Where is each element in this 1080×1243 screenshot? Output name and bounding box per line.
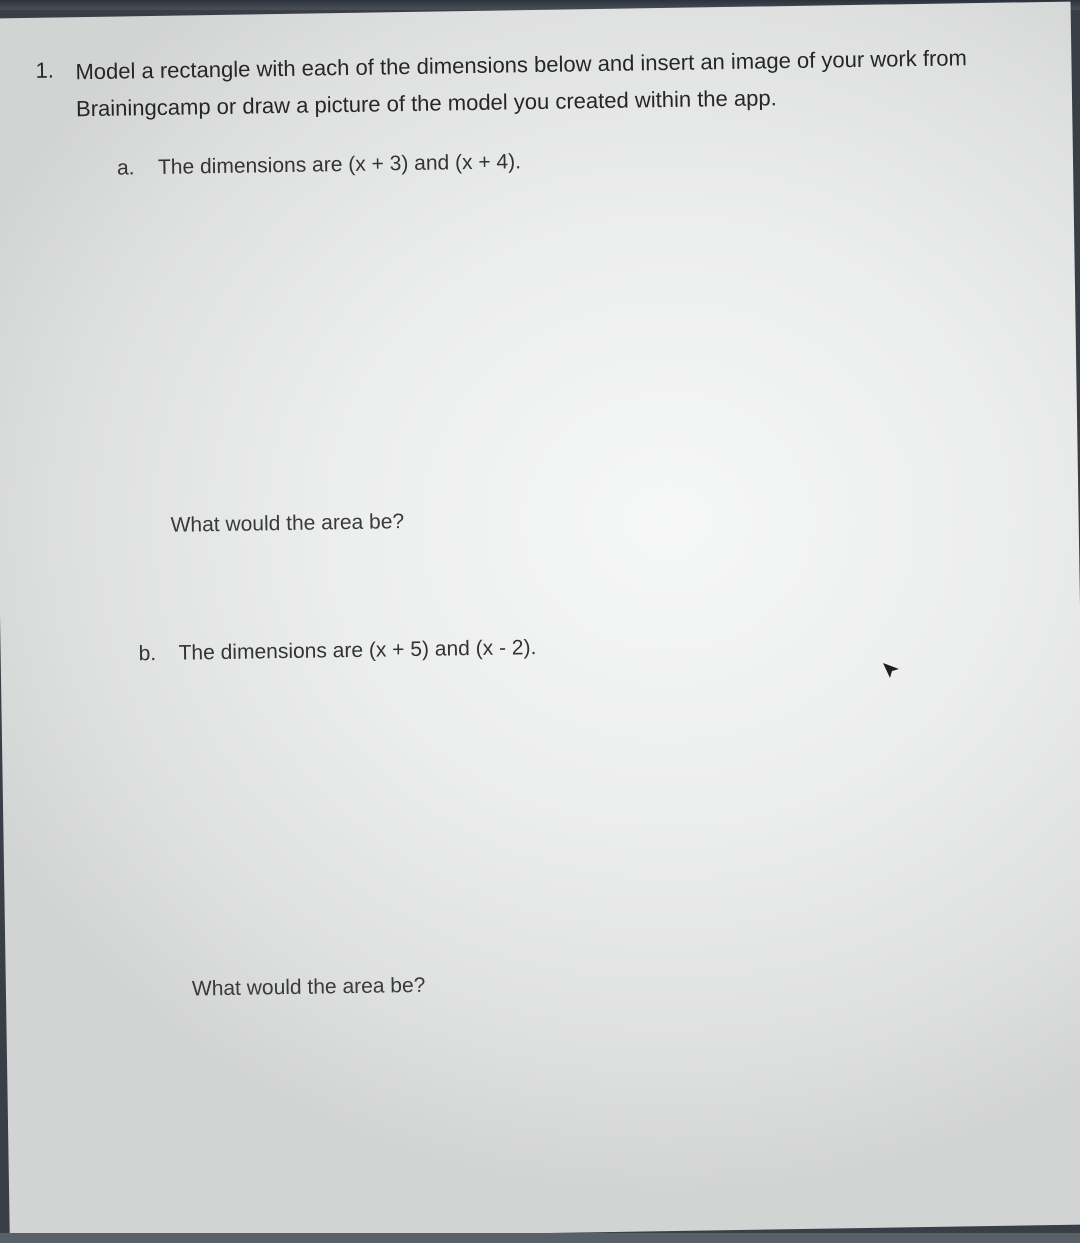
- part-b-marker: b.: [138, 642, 157, 666]
- part-a-marker: a.: [116, 156, 135, 180]
- question-prompt: Model a rectangle with each of the dimensions below and insert an image of your work from Brainingcamp or draw a picture of the model you created within the app.: [75, 45, 968, 122]
- part-a-area-question: What would the area be?: [170, 510, 405, 537]
- part-b-area-question: What would the area be?: [191, 973, 426, 1001]
- worksheet-page: [0, 2, 1080, 1242]
- question-number: 1.: [35, 57, 55, 83]
- part-a-dimensions: The dimensions are (x + 3) and (x + 4).: [157, 150, 522, 179]
- mouse-pointer-icon: [880, 660, 902, 682]
- screen-bottom-bezel: [0, 1233, 1080, 1243]
- part-b-dimensions: The dimensions are (x + 5) and (x - 2).: [178, 636, 537, 665]
